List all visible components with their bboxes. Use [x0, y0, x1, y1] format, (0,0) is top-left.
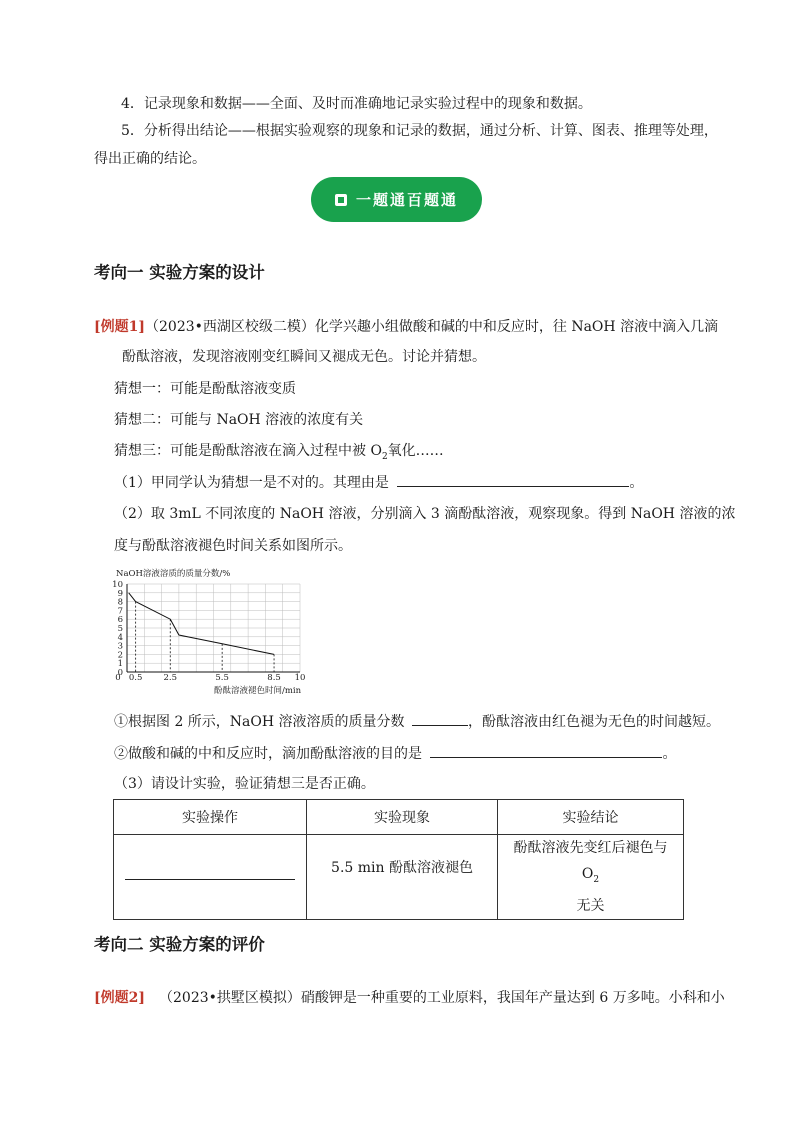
example-1-text: （2023•西湖区校级二模）化学兴趣小组做酸和碱的中和反应时，往 NaOH 溶液中滴入几滴 — [145, 319, 719, 335]
example-1-text-cont: 酚酞溶液，发现溶液刚变红瞬间又褪成无色。讨论并猜想。 — [122, 349, 486, 365]
answer-blank-3[interactable] — [430, 743, 662, 758]
check-box-icon — [335, 194, 347, 206]
x-tick-label: 0 — [115, 673, 121, 683]
guess-1: 猜想一：可能是酚酞溶液变质 — [114, 381, 296, 397]
banner-label: 一题通百题通 — [355, 191, 458, 209]
y-tick-label: 4 — [117, 632, 123, 643]
x-tick-label: 5.5 — [215, 673, 229, 683]
y-tick-label: 0 — [117, 668, 123, 678]
x-tick-label: 8.5 — [267, 673, 281, 683]
y-tick-label: 1 — [117, 659, 123, 670]
y-tick-label: 6 — [117, 615, 123, 626]
y-tick-label: 5 — [117, 624, 123, 634]
question-2-cont: 度与酚酞溶液褪色时间关系如图所示。 — [114, 538, 352, 554]
guess-2: 猜想二：可能与 NaOH 溶液的浓度有关 — [114, 412, 364, 428]
table-header: 实验结论 — [498, 800, 684, 835]
sub-question-2: ②做酸和碱的中和反应时，滴加酚酞溶液的目的是 。 — [114, 743, 676, 764]
chart-x-axis-label: 酚酞溶液褪色时间/min — [214, 686, 302, 696]
y-tick-label: 2 — [117, 650, 123, 661]
example-2-intro — [94, 988, 725, 1008]
table-cell-phenomenon: 5.5 min 酚酞溶液褪色 — [307, 835, 498, 920]
one-question-banner — [311, 177, 482, 222]
y-tick-label: 3 — [117, 641, 123, 652]
example-tag: [例题1] — [94, 319, 145, 335]
y-tick-label: 7 — [117, 606, 123, 617]
fading-time-chart — [110, 564, 325, 699]
chart-y-axis-label: NaOH溶液溶质的质量分数/% — [116, 569, 231, 579]
example-tag: [例题2] — [94, 990, 145, 1006]
series-line — [129, 593, 274, 655]
section-heading-evaluation: 考向二 实验方案的评价 — [94, 935, 265, 954]
answer-blank-2[interactable] — [412, 711, 468, 726]
experiment-table — [113, 799, 684, 920]
sub-question-1: ①根据图 2 所示，NaOH 溶液溶质的质量分数 ，酚酞溶液由红色褪为无色的时间越短。 — [114, 711, 720, 732]
table-header: 实验操作 — [114, 800, 307, 835]
answer-blank-1[interactable] — [397, 472, 629, 487]
intro-line-5: 5．分析得出结论——根据实验观察的现象和记录的数据，通过分析、计算、图表、推理等处理， — [121, 123, 718, 139]
x-tick-label: 0.5 — [128, 673, 143, 683]
example-1-intro — [94, 317, 718, 337]
intro-line-4: 4．记录现象和数据——全面、及时而准确地记录实验过程中的现象和数据。 — [121, 96, 592, 112]
section-heading-design: 考向一 实验方案的设计 — [94, 263, 265, 282]
table-cell-operation — [114, 835, 307, 920]
question-1: （1）甲同学认为猜想一是不对的。其理由是 。 — [114, 472, 643, 493]
question-3: （3）请设计实验，验证猜想三是否正确。 — [114, 776, 375, 792]
y-tick-label: 8 — [117, 597, 123, 608]
y-tick-label: 9 — [117, 588, 123, 599]
y-tick-label: 10 — [112, 580, 123, 590]
table-cell-conclusion: 酚酞溶液先变红后褪色与 $O_2$ 无关 — [498, 835, 684, 920]
guess-3: 猜想三：可能是酚酞溶液在滴入过程中被 $O_2$氧化…… — [114, 443, 444, 462]
table-header: 实验现象 — [307, 800, 498, 835]
intro-line-5-cont: 得出正确的结论。 — [94, 151, 206, 167]
table-row — [114, 835, 684, 920]
x-tick-label: 10 — [294, 673, 306, 683]
example-2-text: （2023•拱墅区模拟）硝酸钾是一种重要的工业原料，我国年产量达到 6 万多吨。小科和小 — [159, 990, 725, 1006]
x-tick-label: 2.5 — [163, 673, 178, 683]
table-header-row — [114, 800, 684, 835]
answer-blank-4[interactable] — [125, 865, 295, 880]
question-2: （2）取 3mL 不同浓度的 NaOH 溶液，分别滴入 3 滴酚酞溶液，观察现象。得到 NaOH 溶液的浓 — [114, 506, 736, 522]
